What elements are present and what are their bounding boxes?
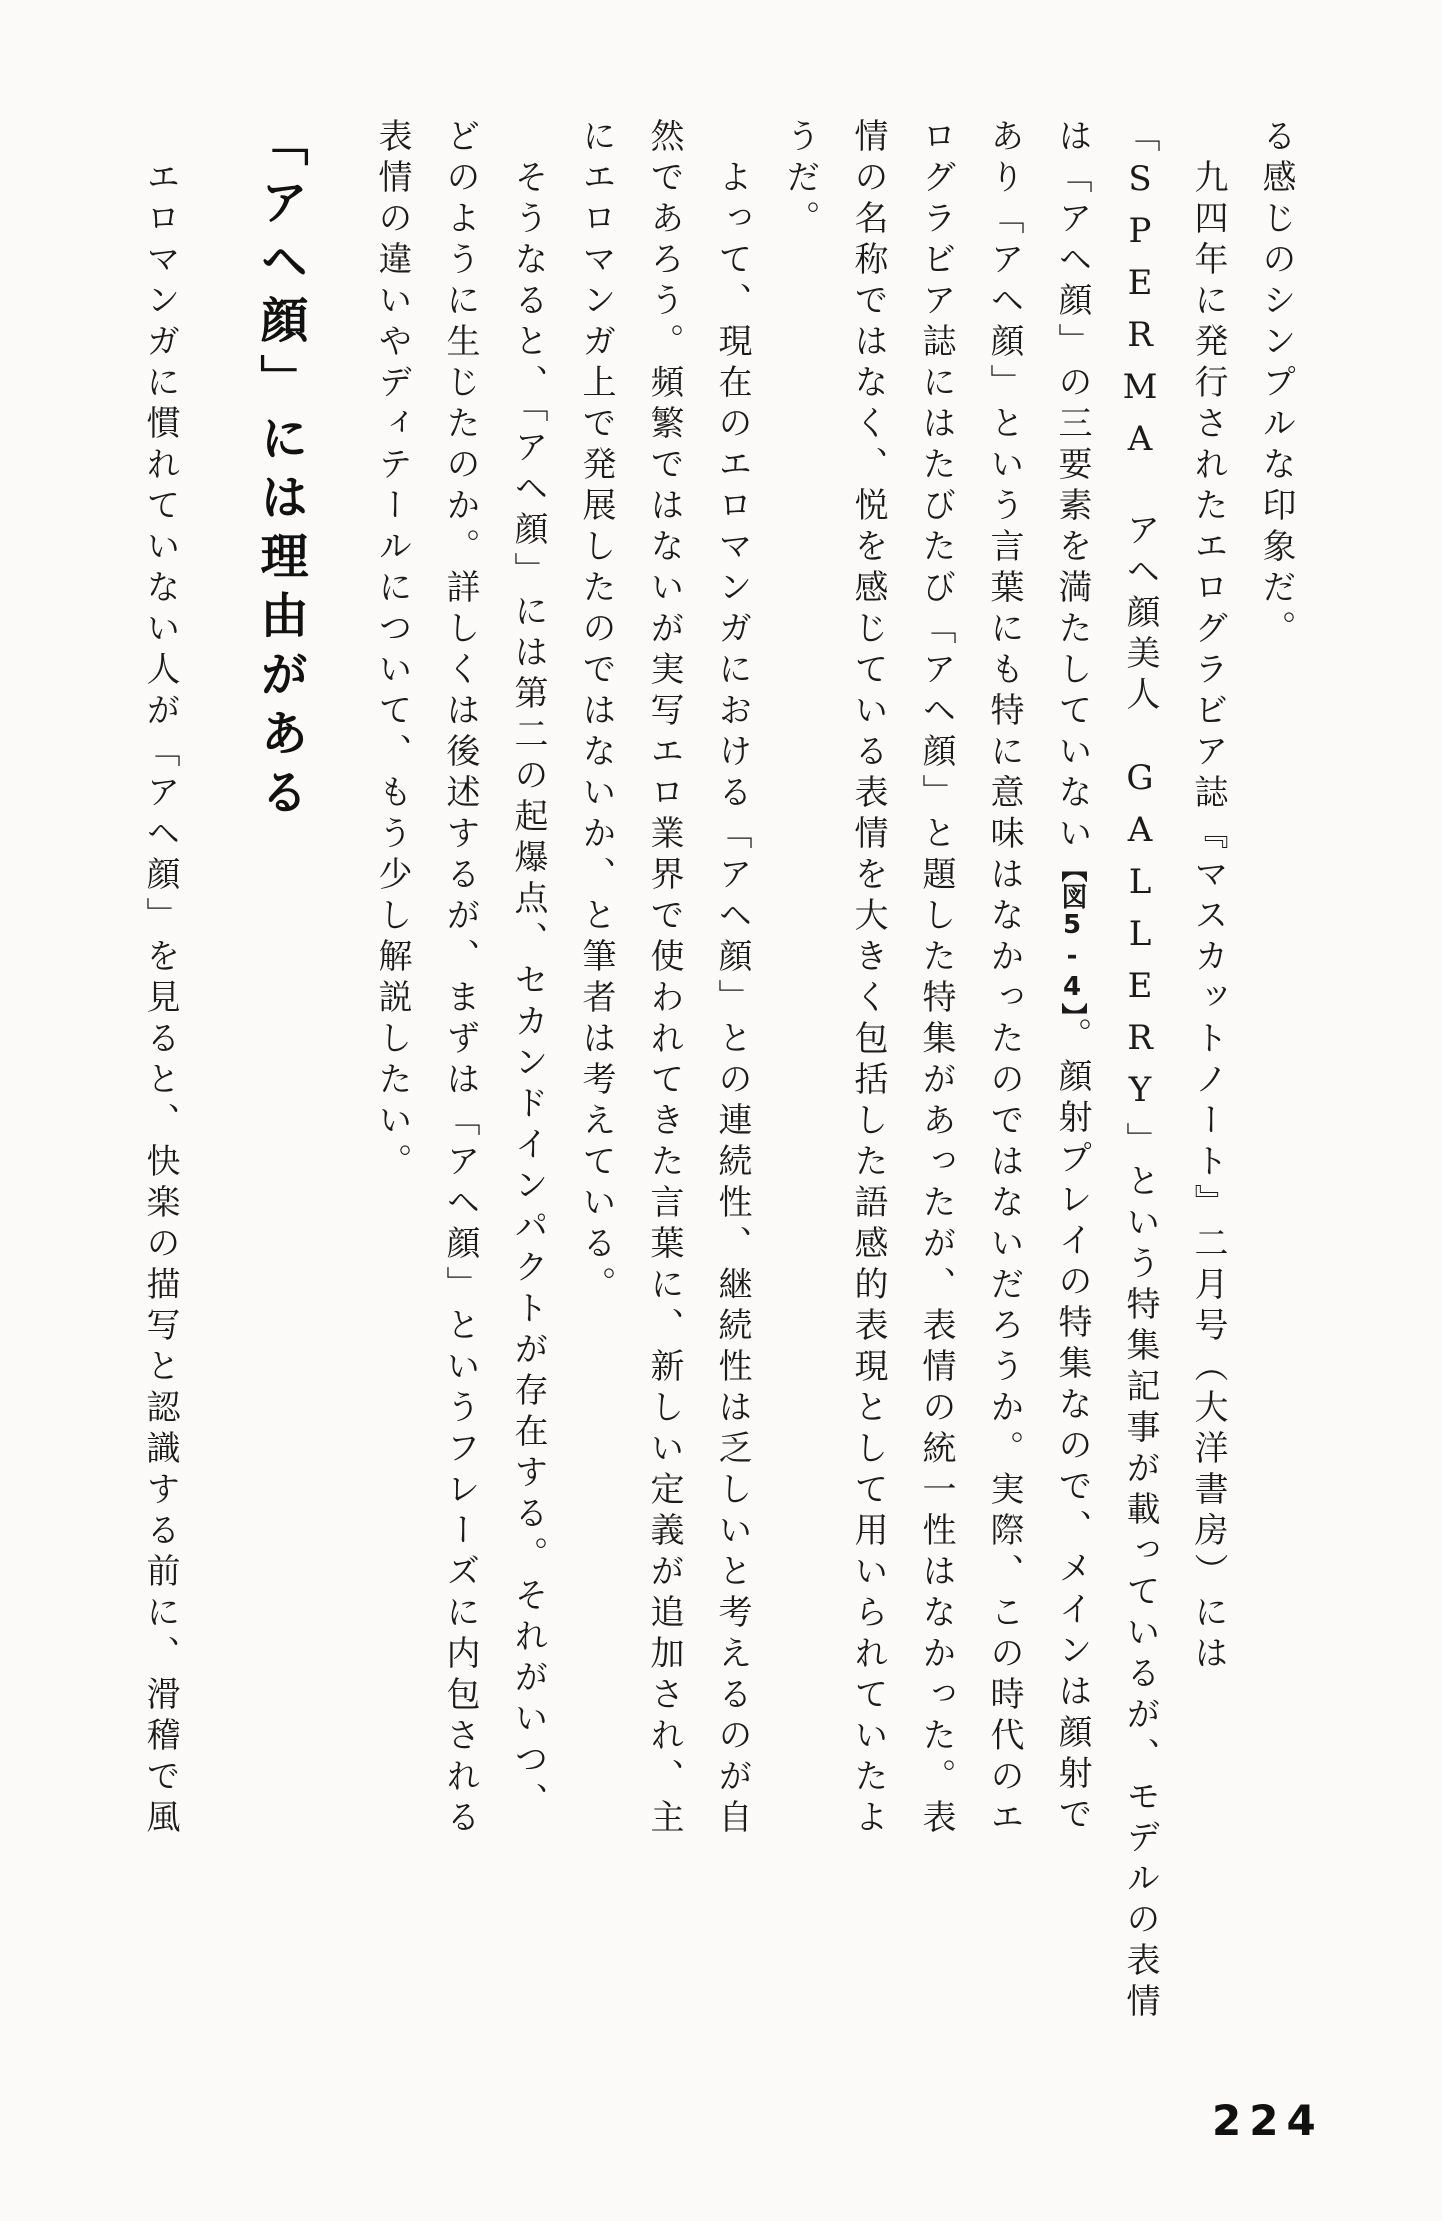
- text-line: [1038, 118, 1106, 1908]
- text-segment: 「: [1120, 118, 1160, 159]
- text-line: [1174, 118, 1242, 1908]
- section-heading: 「アヘ顔」には理由がある: [252, 118, 308, 826]
- text-segment: エロマンガに慣れていない人が「アヘ顔」を見ると、快楽の描写と認識する前に、滑稽で風: [140, 118, 180, 1840]
- text-area: [130, 118, 1310, 2024]
- text-line: [766, 118, 834, 1908]
- text-segment: あり「アヘ顔」という言葉にも特に意味はなかったのではないだろうか。実際、この時代のエ: [984, 118, 1024, 1840]
- text-segment: よって、現在のエロマンガにおける「アヘ顔」との連続性、継続性は乏しいと考えるのが自: [712, 118, 752, 1840]
- text-line: [698, 118, 766, 1908]
- text-line: [426, 118, 494, 1908]
- text-line: [562, 118, 630, 1908]
- text-segment: 然であろう。頻繁ではないが実写エロ業界で使われてきた言葉に、新しい定義が追加され、主: [644, 118, 684, 1840]
- text-segment: アヘ顔美人: [1120, 471, 1160, 758]
- text-segment: 九四年に発行されたエログラビア誌『マスカットノート』二月号（大洋書房）には: [1188, 118, 1228, 1676]
- text-segment: は「アヘ顔」の三要素を満たしていない: [1052, 118, 1092, 856]
- latin-text: GALLERY: [1120, 758, 1160, 1122]
- text-segment: 表情の違いやディテールについて、もう少し解説したい。: [372, 118, 412, 1184]
- text-segment: どのように生じたのか。詳しくは後述するが、まずは「アヘ顔」というフレーズに内包される: [440, 118, 480, 1840]
- text-segment: にエロマンガ上で発展したのではないか、と筆者は考えている。: [576, 118, 616, 1307]
- text-segment: 情の名称ではなく、悦を感じている表情を大きく包括した語感的表現として用いられていたよ: [848, 118, 888, 1840]
- text-segment: うだ。: [780, 118, 820, 241]
- text-line: [358, 118, 426, 1908]
- figure-reference: 【図5-4】: [1057, 856, 1087, 1017]
- text-segment: 」という特集記事が載っているが、モデルの表情: [1120, 1122, 1160, 2024]
- text-line: [1242, 118, 1310, 1908]
- text-line: [126, 118, 194, 1908]
- text-line: [970, 118, 1038, 1908]
- text-line: [1106, 118, 1174, 2024]
- text-line: [902, 118, 970, 1908]
- latin-text: SPERMA: [1120, 159, 1160, 471]
- text-line: [494, 118, 562, 1908]
- text-segment: る感じのシンプルな印象だ。: [1256, 118, 1296, 651]
- page-number: 224: [1212, 2096, 1324, 2145]
- text-line: [630, 118, 698, 1908]
- text-segment: そうなると、「アヘ顔」には第二の起爆点、セカンドインパクトが存在する。それがいつ、: [508, 118, 548, 1823]
- text-line: [834, 118, 902, 1908]
- text-segment: ログラビア誌にはたびたび「アヘ顔」と題した特集があったが、表情の統一性はなかった。表: [916, 118, 956, 1840]
- text-segment: 。顔射プレイの特集なので、メインは顔射で: [1052, 1017, 1092, 1837]
